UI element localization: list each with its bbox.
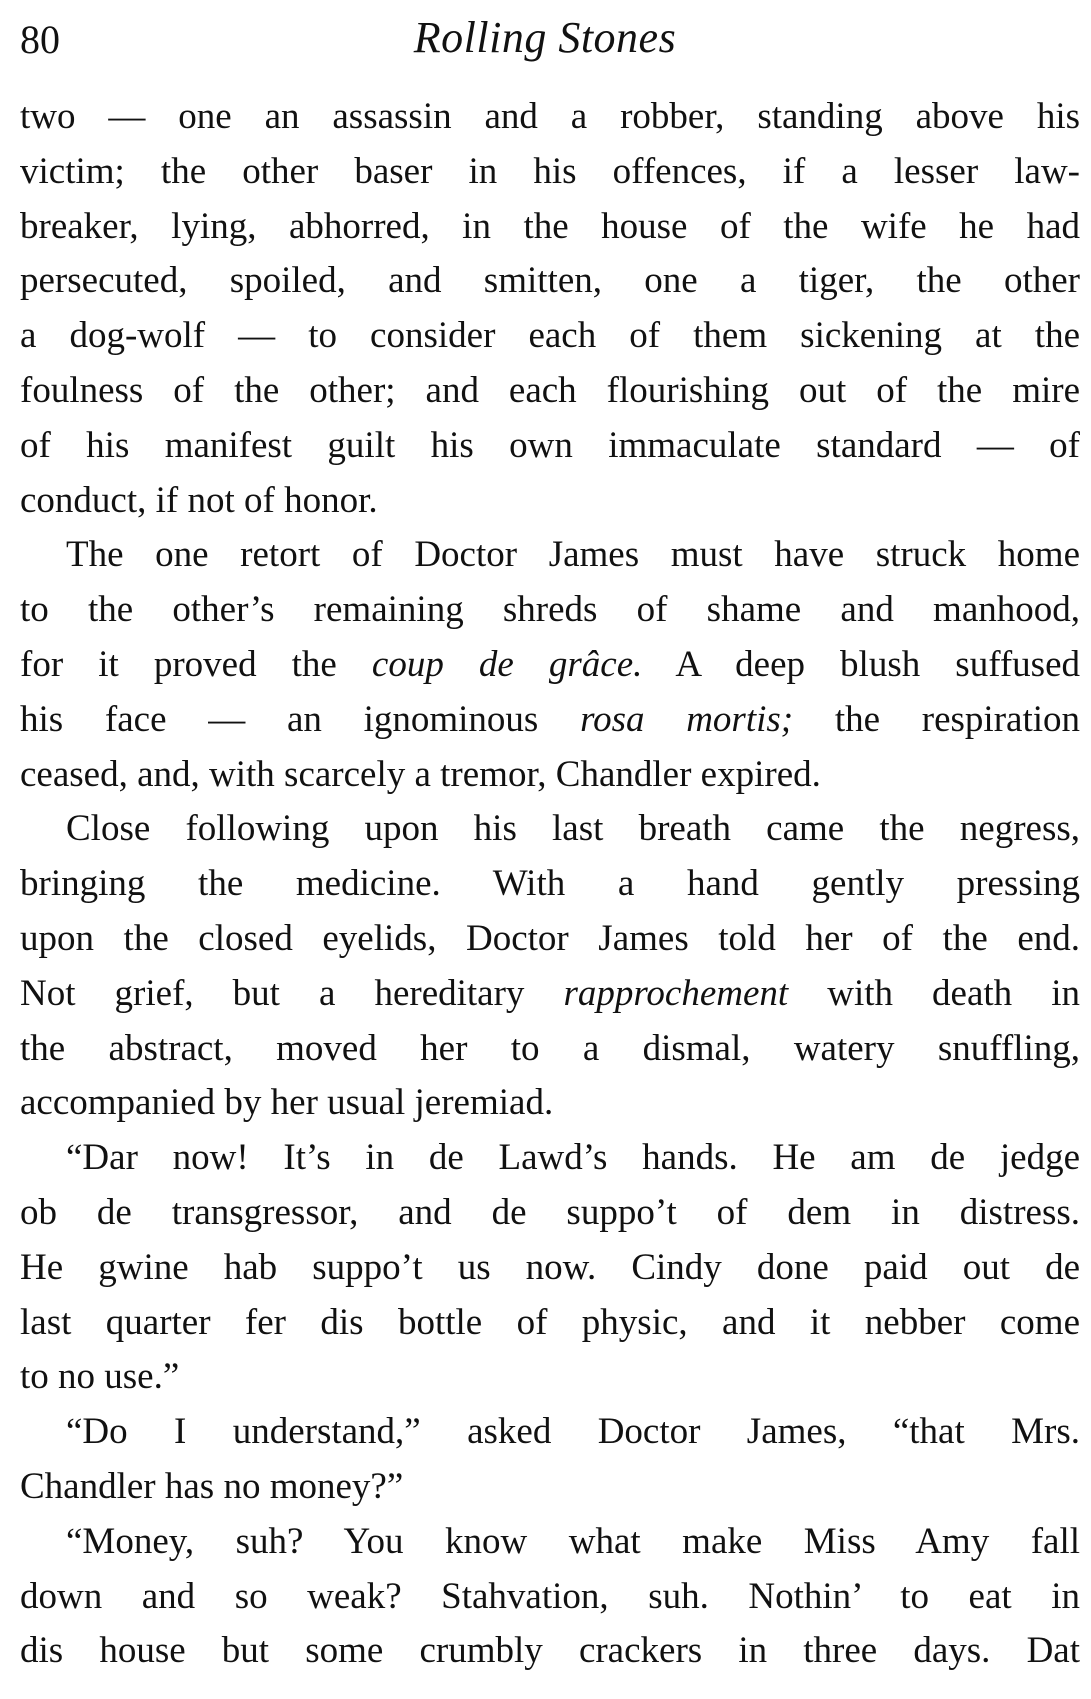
text-line: ob de transgressor, and de suppo’t of dem in distress. [20,1191,1080,1233]
text-line: “Dar now! It’s in de Lawd’s hands. He am de jedge [66,1137,1080,1179]
text-line: last quarter fer dis bottle of physic, and it nebber come [20,1301,1080,1343]
text-line: down and so weak? Stahvation, suh. Nothin’ to eat in [20,1575,1080,1617]
text-run: Not grief, but a hereditary [20,972,564,1014]
text-line: persecuted, spoiled, and smitten, one a tiger, the other [20,260,1080,302]
text-line: to the other’s remaining shreds of shame and manhood, [20,589,1080,631]
text-line: breaker, lying, abhorred, in the house of the wife he had [20,205,1080,247]
text-line: victim; the other baser in his offences, if a lesser law- [20,150,1080,192]
text-line [20,967,1080,1022]
text-line: accompanied by her usual jeremiad. [20,1082,554,1124]
page-number: 80 [20,17,60,62]
text-line: two — one an assassin and a robber, standing above his [20,96,1080,137]
text-run: A deep blush suffused [642,643,1080,685]
text-line: the abstract, moved her to a dismal, watery snuffling, [20,1027,1080,1069]
text-line: conduct, if not of honor. [20,479,378,521]
text-line: ceased, and, with scarcely a tremor, Chandler expired. [20,753,821,795]
text-line: of his manifest guilt his own immaculate standard — of [20,424,1080,466]
text-line: foulness of the other; and each flourishing out of the mire [20,369,1080,411]
text-line: Close following upon his last breath came the negress, [66,808,1080,850]
text-line: “Do I understand,” asked Doctor James, “that Mrs. [66,1411,1080,1453]
text-line: a dog-wolf — to consider each of them sickening at the [20,315,1080,357]
text-line: dis house but some crumbly crackers in three days. Dat [20,1630,1080,1672]
text-run: for it proved the [20,643,372,685]
text-line: “Money, suh? You know what make Miss Amy fall [66,1520,1080,1562]
body-text [20,90,1080,1679]
italic-phrase: rosa mortis; [580,698,794,740]
text-run: with death in [788,972,1080,1014]
text-line: bringing the medicine. With a hand gently pressing [20,863,1080,905]
running-title: Rolling Stones [413,13,677,62]
text-line: He gwine hab suppo’t us now. Cindy done paid out de [20,1246,1080,1288]
text-line: The one retort of Doctor James must have struck home [66,534,1080,576]
text-line: Chandler has no money?” [20,1465,404,1507]
italic-phrase: coup de grâce. [371,643,643,685]
text-line: upon the closed eyelids, Doctor James told her of the end. [20,917,1080,959]
text-run: the respiration [793,698,1081,740]
text-line [20,638,1080,693]
text-line [20,693,1080,748]
page-header [20,14,1080,74]
italic-phrase: rapprochement [563,972,789,1014]
text-line: to no use.” [20,1356,180,1398]
text-run: his face — an ignominous [20,698,581,740]
